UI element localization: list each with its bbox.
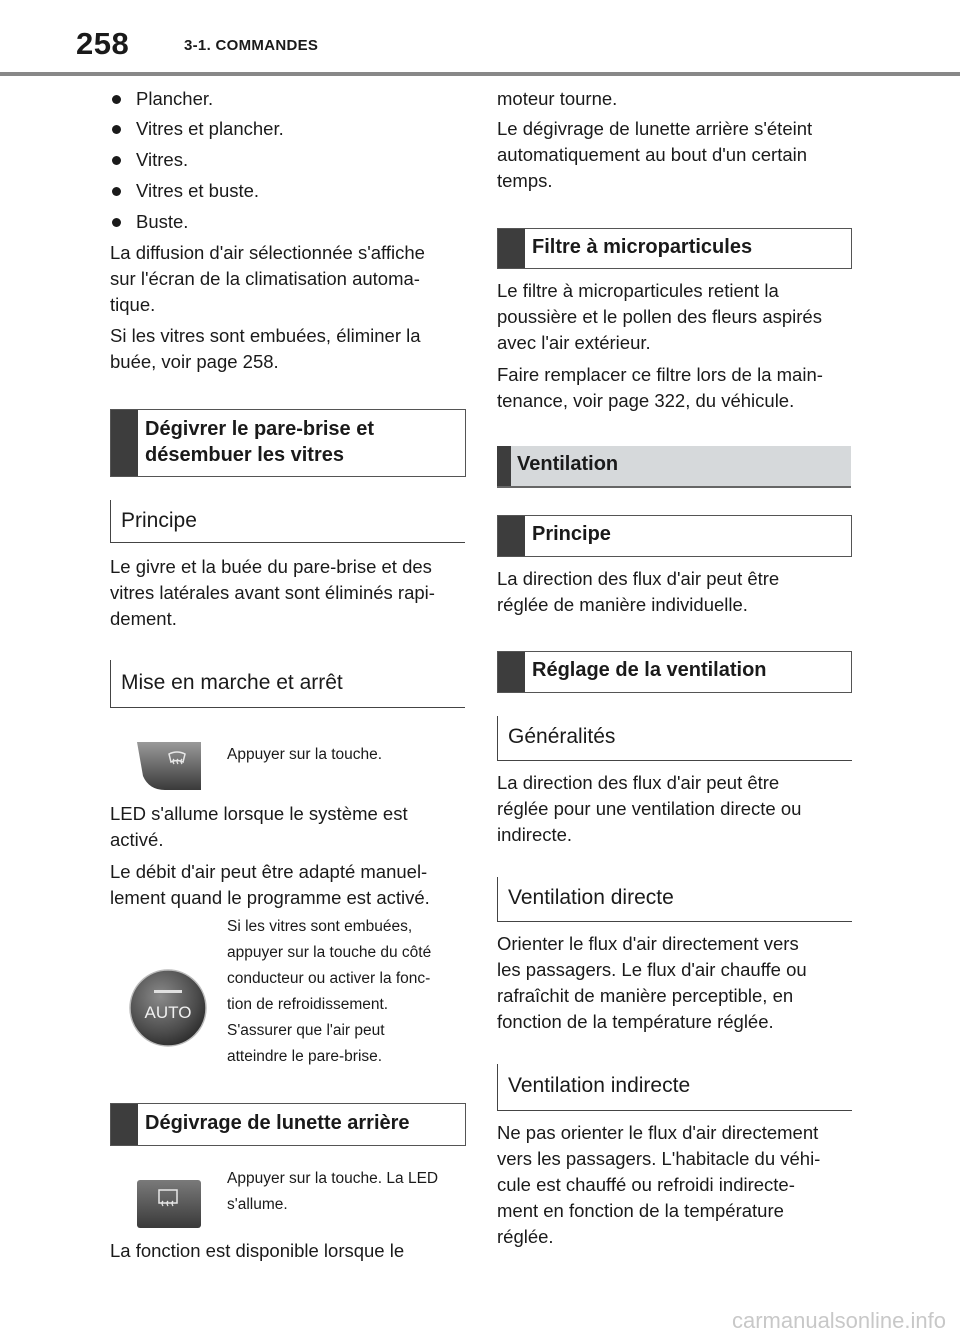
page-header bbox=[0, 0, 960, 78]
windshield-defrost-button-icon bbox=[135, 740, 203, 792]
paragraph: LED s'allume lorsque le système est activé. bbox=[110, 803, 408, 850]
subheading-ventilation-indirecte: Ventilation indirecte bbox=[497, 1064, 852, 1111]
subheading-generalites: Généralités bbox=[497, 716, 852, 761]
subheading-ventilation-directe: Ventilation directe bbox=[497, 877, 852, 922]
rear-defrost-button-icon bbox=[135, 1178, 203, 1230]
list-item: Buste. bbox=[110, 209, 188, 235]
paragraph: Le dégivrage de lunette arrière s'éteint automatiquement au bout d'un certain temps. bbox=[497, 118, 813, 191]
section-heading-reglage: Réglage de la ventilation bbox=[497, 651, 852, 693]
paragraph: Ne pas orienter le flux d'air directement vers les passagers. L'habitacle du véhi- cule est chauffé ou refroidi indirecte- ment en fonction de la température réglée. bbox=[497, 1122, 821, 1247]
list-item: Vitres et buste. bbox=[110, 178, 259, 204]
chapter-heading-ventilation: Ventilation bbox=[497, 446, 851, 488]
header-divider bbox=[0, 72, 960, 76]
paragraph: moteur tourne. bbox=[497, 88, 618, 109]
auto-button-icon bbox=[128, 968, 208, 1048]
paragraph: Le filtre à microparticules retient la poussière et le pollen des fleurs aspirés avec l'air extérieur. bbox=[497, 280, 822, 353]
section-heading-lunette: Dégivrage de lunette arrière bbox=[110, 1103, 466, 1146]
bullet-icon bbox=[112, 125, 121, 134]
watermark: carmanualsonline.info bbox=[731, 1308, 946, 1333]
paragraph: Le givre et la buée du pare-brise et des vitres latérales avant sont éliminés rapi- dement. bbox=[110, 556, 435, 629]
bullet-icon bbox=[112, 218, 121, 227]
list-item: Plancher. bbox=[110, 86, 213, 112]
caption: Appuyer sur la touche. La LED s'allume. bbox=[227, 1170, 439, 1213]
caption: Appuyer sur la touche. bbox=[227, 746, 383, 763]
subheading-principe: Principe bbox=[110, 500, 465, 543]
paragraph: La fonction est disponible lorsque le bbox=[110, 1240, 405, 1261]
paragraph: Le débit d'air peut être adapté manuel- lement quand le programme est activé. bbox=[110, 861, 430, 908]
bullet-icon bbox=[112, 187, 121, 196]
paragraph: Orienter le flux d'air directement vers les passagers. Le flux d'air chauffe ou rafraîchit de manière perceptible, en fonction de la température réglée. bbox=[497, 933, 807, 1032]
bullet-icon bbox=[112, 95, 121, 104]
svg-text:AUTO: AUTO bbox=[144, 1003, 192, 1022]
section-heading-degivrer: Dégivrer le pare-brise et désembuer les vitres bbox=[110, 409, 466, 477]
paragraph: Faire remplacer ce filtre lors de la main- tenance, voir page 322, du véhicule. bbox=[497, 364, 823, 411]
bullet-icon bbox=[112, 156, 121, 165]
subheading-mise-en-marche: Mise en marche et arrêt bbox=[110, 660, 465, 708]
paragraph: Si les vitres sont embuées, éliminer la buée, voir page 258. bbox=[110, 325, 421, 372]
list-item: Vitres. bbox=[110, 147, 188, 173]
paragraph: La direction des flux d'air peut être réglée de manière individuelle. bbox=[497, 568, 780, 615]
caption: Si les vitres sont embuées, appuyer sur la touche du côté conducteur ou activer la fonc- tion de refroidissement. S'assurer que l'air peut atteindre le pare-brise. bbox=[227, 918, 432, 1065]
section-heading-filtre: Filtre à microparticules bbox=[497, 228, 852, 269]
paragraph: La diffusion d'air sélectionnée s'affiche sur l'écran de la climatisation automa- tique. bbox=[110, 242, 425, 315]
paragraph: La direction des flux d'air peut être réglée pour une ventilation directe ou indirecte. bbox=[497, 772, 802, 845]
page-number: 258 bbox=[76, 26, 130, 61]
section-heading-principe: Principe bbox=[497, 515, 852, 557]
list-item: Vitres et plancher. bbox=[110, 116, 284, 142]
chapter-title: 3-1. COMMANDES bbox=[184, 37, 319, 54]
